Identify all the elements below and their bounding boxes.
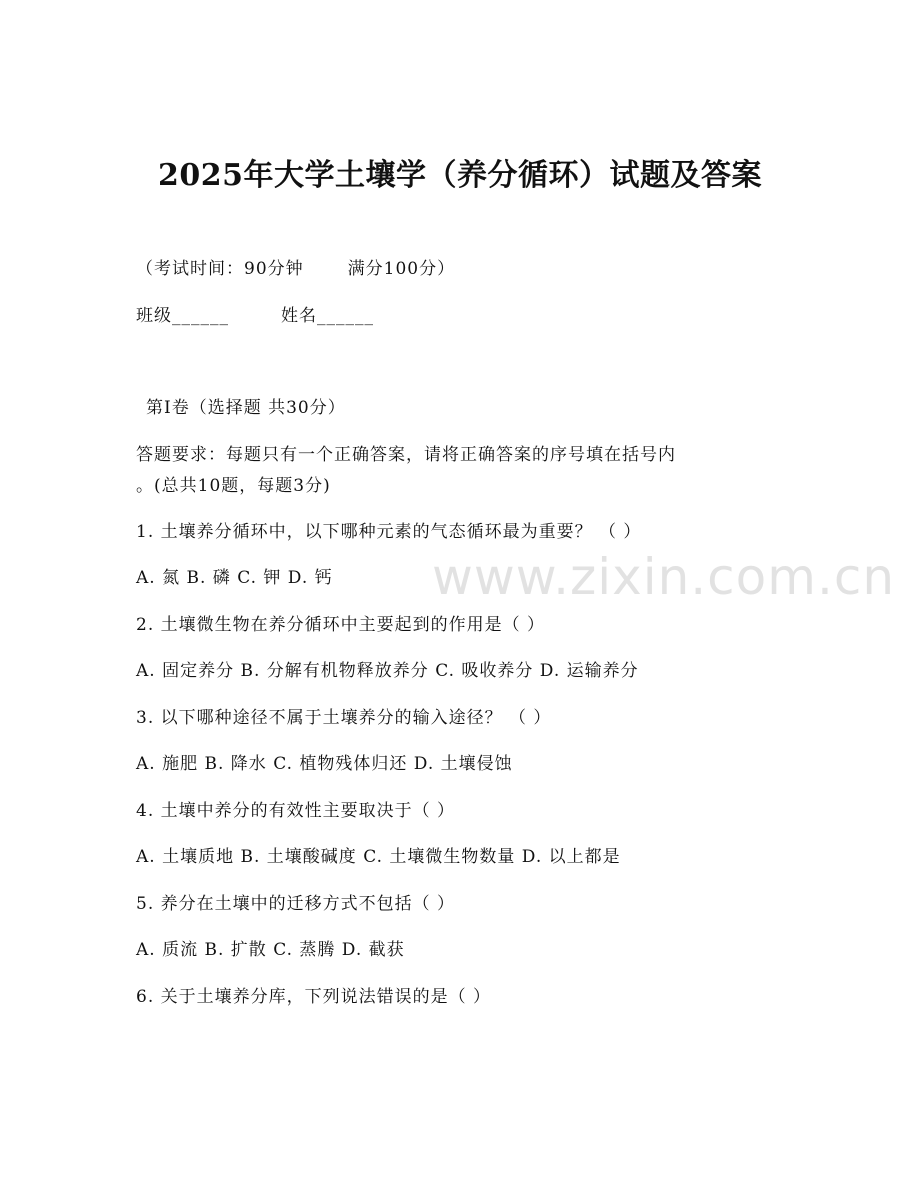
section-title: 第I卷（选择题 共30分） xyxy=(146,398,346,418)
question-stem: 3. 以下哪种途径不属于土壤养分的输入途径？ （ ） xyxy=(136,708,552,728)
exam-info xyxy=(136,254,455,279)
question-stem: 6. 关于土壤养分库，下列说法错误的是（ ） xyxy=(136,987,492,1007)
question-stem: 4. 土壤中养分的有效性主要取决于（ ） xyxy=(136,801,456,821)
document-title: 2025年大学土壤学（养分循环）试题及答案 xyxy=(158,158,762,193)
watermark: www.zixin.com.cn xyxy=(432,548,896,606)
student-fields xyxy=(136,301,374,326)
question-options: A. 氮 B. 磷 C. 钾 D. 钙 xyxy=(136,568,333,588)
name-field: 姓名______ xyxy=(281,306,374,326)
question-stem: 2. 土壤微生物在养分循环中主要起到的作用是（ ） xyxy=(136,615,546,635)
exam-score: 满分100分） xyxy=(347,259,456,279)
instructions-line-2: 。(总共10题，每题3分) xyxy=(136,476,331,496)
question-stem: 5. 养分在土壤中的迁移方式不包括（ ） xyxy=(136,894,456,914)
question-options: A. 质流 B. 扩散 C. 蒸腾 D. 截获 xyxy=(136,940,405,960)
question-options: A. 固定养分 B. 分解有机物释放养分 C. 吸收养分 D. 运输养分 xyxy=(136,661,639,681)
instructions-line-1: 答题要求：每题只有一个正确答案，请将正确答案的序号填在括号内 xyxy=(136,445,676,465)
class-field: 班级______ xyxy=(136,306,229,326)
question-options: A. 施肥 B. 降水 C. 植物残体归还 D. 土壤侵蚀 xyxy=(136,754,513,774)
exam-time: （考试时间：90分钟 xyxy=(136,259,304,279)
question-options: A. 土壤质地 B. 土壤酸碱度 C. 土壤微生物数量 D. 以上都是 xyxy=(136,847,621,867)
question-stem: 1. 土壤养分循环中，以下哪种元素的气态循环最为重要？ （ ） xyxy=(136,522,642,542)
